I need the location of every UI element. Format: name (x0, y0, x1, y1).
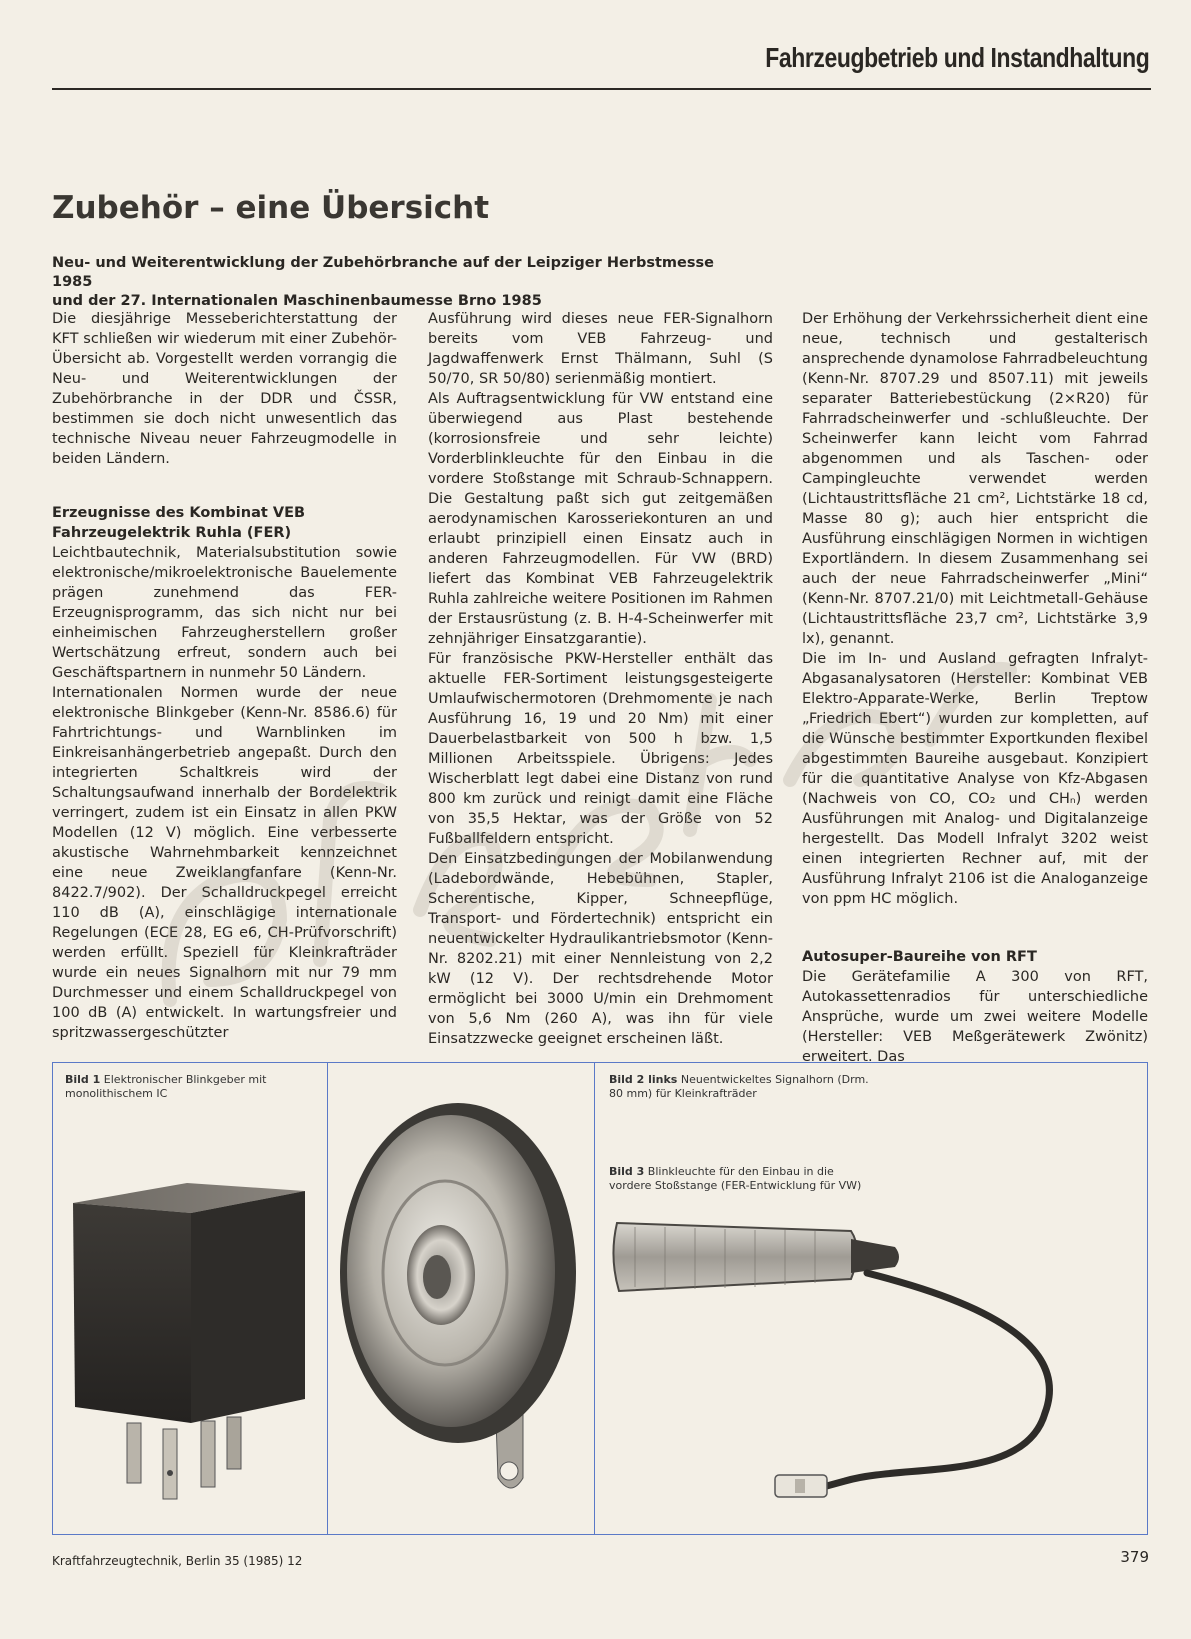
figure-1-caption (65, 1073, 315, 1101)
turn-signal-lamp-image (605, 1213, 1145, 1533)
header-rule (52, 88, 1151, 90)
figure-3-caption (609, 1165, 869, 1193)
section-heading-rft: Autosuper-Baureihe von RFT (802, 949, 1037, 965)
paragraph: Die im In- und Ausland gefragten Infralyt-Abgasanalysatoren (Hersteller: Kombinat VEB Elektro-Apparate-Werke, Berlin Treptow „Friedrich Ebert“) wurden zur kompletten, auf die Wünsche bestimmter Exportkunden flexibel abgestimmten Baureihe ausgebaut. Konzipiert für die quantitative Analyse von Kfz-Abgasen (Nachweis von CO, CO₂ und CHₙ) werden Ausführungen mit Analog- und Digitalanzeige hergestellt. Das Modell Infralyt 3202 weist einen integrierten Rechner auf, mit der Ausführung Infralyt 2106 ist die Analoganzeige von ppm HC möglich. (802, 651, 1148, 907)
subtitle-line-2: und der 27. Internationalen Maschinenbaumesse Brno 1985 (52, 293, 542, 309)
figure-panel (52, 1062, 1148, 1535)
caption-text: Elektronischer Blinkgeber mit monolithischem IC (65, 1073, 267, 1100)
subtitle-line-1: Neu- und Weiterentwicklung der Zubehörbranche auf der Leipziger Herbstmesse 1985 (52, 255, 714, 290)
paragraph: Internationalen Normen wurde der neue elektronische Blinkgeber (Kenn-Nr. 8586.6) für Fahrtrichtungs- und Warnblinken im Einkreisanhängerbetrieb angepaßt. Durch den integrierten Schaltkreis wird der Schaltungsaufwand innerhalb der Bordelektrik verringert, zudem ist ein Einsatz in allen PKW Modellen (12 V) möglich. Eine verbesserte akustische Wahrnehmbarkeit kennzeichnet eine neue Zweiklangfanfare (Kenn-Nr. 8422.7/902). Der Schalldruckpegel erreicht 110 dB (A), einschlägige internationale Regelungen (ECE 28, EG e6, CH-Prüfvorschrift) werden erfüllt. Speziell für Kleinkrafträder wurde ein neues Signalhorn mit nur 79 mm Durchmesser und einem Schalldruckpegel von 100 dB (A) entwickelt. In wartungsfreier und spritzwassergeschützter (52, 685, 397, 1041)
paragraph: Als Auftragsentwicklung für VW entstand eine überwiegend aus Plast bestehende (korrosionsfreie und sehr leichte) Vorderblinkleuchte für den Einbau in die vordere Stoßstange mit Schraub-Schnappern. Die Gestaltung paßt sich gut zeitgemäßen aerodynamischen Karosseriekonturen an und erlaubt prinzipiell einen Einsatz auch in anderen Fahrzeugmodellen. Für VW (BRD) liefert das Kombinat VEB Fahrzeugelektrik Ruhla zahlreiche weitere Positionen im Rahmen der Erstausrüstung (z. B. H-4-Scheinwerfer mit zehnjähriger Einsatzgarantie). (428, 391, 773, 647)
figure-divider (327, 1063, 328, 1534)
flasher-relay-image (67, 1173, 317, 1523)
paragraph: Den Einsatzbedingungen der Mobilanwendung (Ladebordwände, Hebebühnen, Stapler, Scherentische, Kipper, Schneepflüge, Transport- und Fördertechnik) entspricht ein neuentwickelter Hydraulikantriebsmotor (Kenn-Nr. 8202.21) mit einer Nennleistung von 2,2 kW (12 V). Der rechtsdrehende Motor ermöglicht bei 3000 U/min ein Drehmoment von 5,6 Nm (260 A), was ihn für viele Einsatzzwecke geeignet erscheinen läßt. (428, 851, 773, 1047)
caption-text: Blinkleuchte für den Einbau in die vordere Stoßstange (FER-Entwicklung für VW) (609, 1165, 862, 1192)
article-subtitle (52, 254, 752, 311)
paragraph: Für französische PKW-Hersteller enthält das aktuelle FER-Sortiment leistungsgesteigerte Umlaufwischermotoren (Drehmomente je nach Ausführung 16, 19 und 20 Nm) mit einer Dauerbelastbarkeit von 500 h bzw. 1,5 Millionen Arbeitsspiele. Übrigens: Jedes Wischerblatt legt dabei eine Distanz von rund 800 km zurück und reinigt damit eine Fläche von 35,5 Hektar, was der Größe von 52 Fußballfeldern entspricht. (428, 651, 773, 847)
section-heading-fer: Erzeugnisse des Kombinat VEB Fahrzeugelektrik Ruhla (FER) (52, 505, 306, 541)
paragraph: Leichtbautechnik, Materialsubstitution sowie elektronische/mikroelektronische Bauelemente prägen zunehmend das FER-Erzeugnisprogramm, das sich nicht nur bei einheimischen Fahrzeugherstellern großer Wertschätzung erfreut, sondern auch bei Geschäftspartnern in nunmehr 50 Ländern. (52, 545, 397, 681)
intro-paragraph: Die diesjährige Messeberichterstattung der KFT schließen wir wiederum mit einer Zubehör-Übersicht ab. Vorgestellt werden vorrangig die Neu- und Weiterentwicklungen der Zubehörbranche in der DDR und ČSSR, bestimmen sie doch nicht unwesentlich das technische Niveau neuer Fahrzeugmodelle in beiden Ländern. (52, 311, 397, 467)
signal-horn-image (333, 1083, 591, 1523)
figure-2-caption (609, 1073, 879, 1101)
text-column-2 (428, 309, 773, 1049)
page-number: 379 (1120, 1548, 1149, 1566)
figure-divider (594, 1063, 595, 1534)
paragraph: Die Gerätefamilie A 300 von RFT, Autokassettenradios für unterschiedliche Ansprüche, wurde um zwei weitere Modelle (Hersteller: VEB Meßgerätewerk Zwönitz) erweitert. Das (802, 969, 1148, 1065)
page-title: Zubehör – eine Übersicht (52, 190, 490, 226)
caption-label: Bild 3 (609, 1165, 645, 1178)
paragraph: Der Erhöhung der Verkehrssicherheit dient eine neue, technisch und gestalterisch ansprechende dynamolose Fahrradbeleuchtung (Kenn-Nr. 8707.29 und 8507.11) mit jeweils separater Batteriebestückung (2×R20) für Fahrradscheinwerfer und -schlußleuchte. Der Scheinwerfer kann leicht vom Fahrrad abgenommen und als Taschen- oder Campingleuchte verwendet werden (Lichtaustrittsfläche 21 cm², Lichtstärke 18 cd, Masse 80 g); auch hier entspricht die Ausführung einschlägigen Normen in wichtigen Exportländern. In diesem Zusammenhang sei auch der neue Fahrradscheinwerfer „Mini“ (Kenn-Nr. 8707.21/0) mit Leichtmetall-Gehäuse (Lichtaustrittsfläche 23,7 cm², Lichtstärke 3,9 lx), genannt. (802, 311, 1148, 647)
paragraph: Ausführung wird dieses neue FER-Signalhorn bereits vom VEB Fahrzeug- und Jagdwaffenwerk Ernst Thälmann, Suhl (S 50/70, SR 50/80) serienmäßig montiert. (428, 311, 773, 387)
text-column-3 (802, 309, 1148, 1067)
text-column-1 (52, 309, 397, 1043)
section-header: Fahrzeugbetrieb und Instandhaltung (764, 42, 1149, 73)
caption-label: Bild 2 links (609, 1073, 678, 1086)
caption-label: Bild 1 (65, 1073, 101, 1086)
caption-text: Neuentwickeltes Signalhorn (Drm. 80 mm) für Kleinkrafträder (609, 1073, 869, 1100)
footer-journal: Kraftfahrzeugtechnik, Berlin 35 (1985) 12 (52, 1554, 303, 1568)
